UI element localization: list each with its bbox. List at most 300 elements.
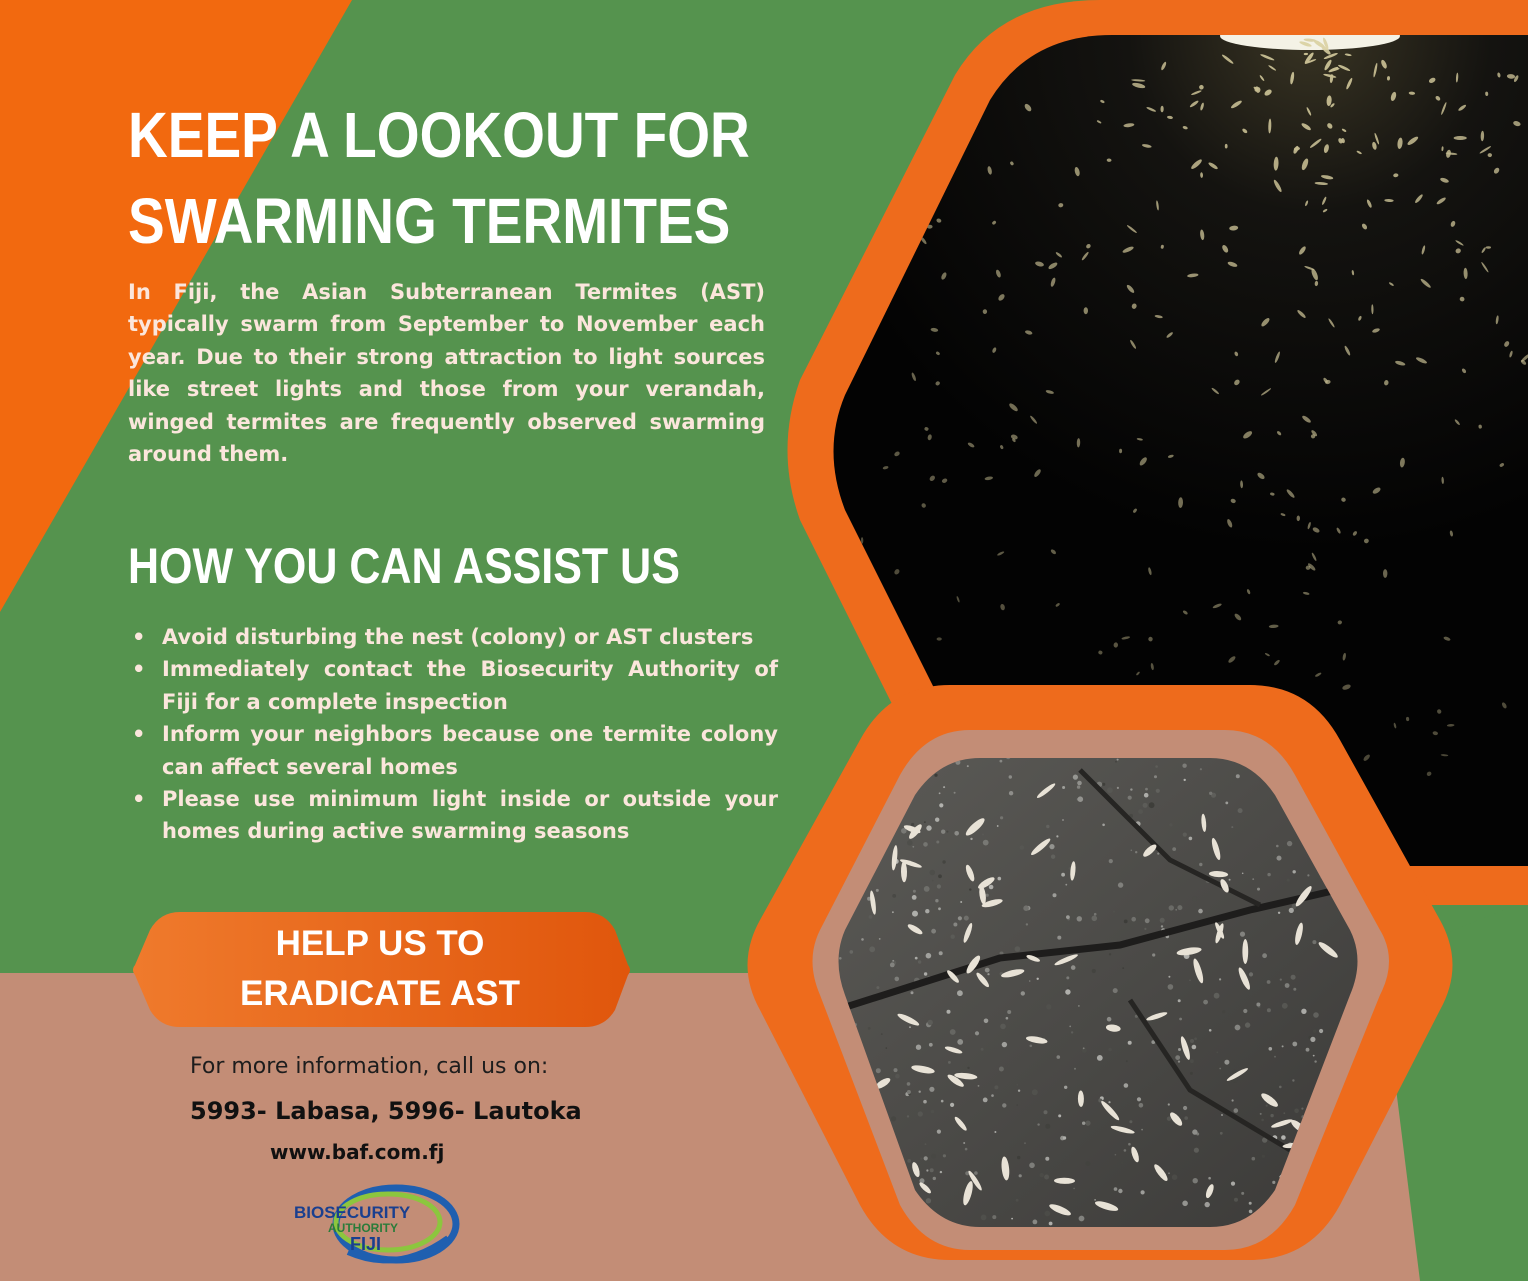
pebble: [1183, 1106, 1187, 1110]
pebble: [1168, 984, 1174, 990]
pebble: [1293, 988, 1296, 991]
pebble: [992, 1215, 996, 1219]
pebble: [925, 909, 929, 913]
pebble: [924, 886, 930, 892]
pebble: [1192, 1045, 1197, 1050]
pebble: [1066, 915, 1070, 919]
pebble: [1231, 826, 1233, 828]
pebble: [1046, 825, 1049, 828]
pebble: [1118, 882, 1123, 887]
pebble: [1065, 884, 1067, 886]
pebble: [1249, 972, 1253, 976]
pebble: [1200, 768, 1202, 770]
pebble: [1128, 796, 1132, 800]
pebble: [1085, 1121, 1090, 1126]
page-title: [128, 92, 750, 264]
pebble: [1131, 850, 1133, 852]
pebble: [1193, 1178, 1198, 1183]
pebble: [1168, 976, 1170, 978]
pebble: [1178, 999, 1181, 1002]
pebble: [937, 884, 941, 888]
pebble: [1291, 975, 1296, 980]
pebble: [886, 1047, 888, 1049]
pebble: [907, 1090, 911, 1094]
pebble: [1124, 1149, 1127, 1152]
pebble: [930, 1168, 934, 1172]
pebble: [1154, 775, 1157, 778]
pebble: [1219, 978, 1221, 980]
pebble: [989, 885, 994, 890]
pebble: [939, 951, 943, 955]
pebble: [1094, 1199, 1096, 1201]
pebble: [1160, 918, 1165, 923]
pebble: [1018, 1090, 1020, 1092]
pebble: [953, 923, 957, 927]
assist-list: [128, 621, 778, 848]
pebble: [1102, 824, 1105, 827]
pebble: [1062, 819, 1064, 821]
pebble: [1138, 809, 1143, 814]
pebble: [947, 1010, 951, 1014]
pebble: [1262, 1155, 1265, 1158]
pebble: [967, 765, 969, 767]
pebble: [1293, 870, 1296, 873]
cta-line-2: ERADICATE AST: [240, 974, 520, 1013]
pebble: [1182, 1201, 1188, 1207]
pebble: [926, 1169, 928, 1171]
pebble: [1294, 1109, 1299, 1114]
assist-heading: HOW YOU CAN ASSIST US: [128, 538, 680, 594]
cta-banner-text: [130, 919, 630, 1019]
pebble: [1249, 1202, 1252, 1205]
pebble: [1310, 1037, 1315, 1042]
pebble: [1282, 1003, 1288, 1009]
pebble: [1044, 1175, 1049, 1180]
pebble: [978, 1085, 980, 1087]
pebble: [954, 792, 956, 794]
pebble: [1313, 1030, 1316, 1033]
pebble: [1249, 1210, 1253, 1214]
pebble: [1277, 856, 1282, 861]
pebble: [1209, 1029, 1212, 1032]
list-item: • Immediately contact the Biosecurity Authority of Fiji for a complete inspection: [128, 653, 778, 718]
pebble: [1254, 940, 1257, 943]
pebble: [1056, 835, 1058, 837]
pebble: [881, 1033, 883, 1035]
pebble: [983, 1098, 988, 1103]
pebble: [1167, 1117, 1171, 1121]
pebble: [1194, 1148, 1199, 1153]
pebble: [948, 1061, 951, 1064]
pebble: [982, 834, 984, 836]
pebble: [1267, 1008, 1271, 1012]
pebble: [1130, 788, 1132, 790]
pebble: [1045, 1157, 1049, 1161]
pebble: [1016, 1104, 1018, 1106]
pebble: [1280, 979, 1282, 981]
pebble: [912, 846, 914, 848]
pebble: [876, 1068, 881, 1073]
pebble: [1169, 905, 1174, 910]
pebble: [935, 818, 939, 822]
pebble: [983, 840, 989, 846]
pebble: [1131, 917, 1136, 922]
pebble: [1312, 940, 1316, 944]
pebble: [934, 774, 937, 777]
pebble: [1061, 873, 1065, 877]
pebble: [1175, 909, 1177, 911]
pebble: [925, 1143, 927, 1145]
pebble: [1074, 1068, 1076, 1070]
title-line-1: KEEP A LOOKOUT FOR: [128, 99, 750, 171]
pebble: [1292, 1079, 1294, 1081]
pebble: [894, 1068, 898, 1072]
pebble: [1214, 993, 1220, 999]
pebble: [960, 901, 962, 903]
pebble: [1190, 1039, 1194, 1043]
pebble: [1289, 908, 1294, 913]
pebble: [1261, 1119, 1264, 1122]
pebble: [1245, 1022, 1250, 1027]
pebble: [1241, 1192, 1244, 1195]
pebble: [1161, 925, 1163, 927]
pebble: [1208, 1177, 1211, 1180]
pebble: [1194, 1037, 1197, 1040]
pebble: [994, 1131, 996, 1133]
pebble: [926, 825, 931, 830]
pebble: [999, 1067, 1004, 1072]
pebble: [869, 946, 875, 952]
pebble: [954, 831, 959, 836]
pebble: [932, 880, 934, 882]
pebble: [1114, 1187, 1118, 1191]
pebble: [1141, 1190, 1145, 1194]
pebble: [1109, 953, 1111, 955]
pebble: [943, 786, 945, 788]
pebble: [1262, 953, 1267, 958]
pebble: [1002, 1042, 1007, 1047]
pebble: [943, 1154, 946, 1157]
pebble: [1319, 1029, 1323, 1033]
pebble: [918, 1111, 923, 1116]
pebble: [911, 823, 914, 826]
pebble: [931, 1110, 935, 1114]
pebble: [1007, 1010, 1011, 1014]
pebble: [1122, 967, 1124, 969]
pebble: [1077, 785, 1080, 788]
pebble: [931, 929, 936, 934]
pebble: [1079, 1216, 1085, 1222]
pebble: [1040, 1173, 1044, 1177]
pebble: [1203, 1000, 1208, 1005]
pebble: [1065, 989, 1070, 994]
pebble: [1107, 787, 1113, 793]
pebble: [1209, 792, 1212, 795]
pebble: [1078, 796, 1084, 802]
pebble: [1178, 1048, 1181, 1051]
pebble: [1283, 1112, 1285, 1114]
pebble: [1306, 1048, 1310, 1052]
pebble: [907, 1115, 909, 1117]
pebble: [1037, 1123, 1039, 1125]
pebble: [1235, 1025, 1241, 1031]
pebble: [1183, 833, 1187, 837]
pebble: [1032, 1089, 1038, 1095]
pebble: [1190, 1059, 1194, 1063]
pebble: [895, 1074, 900, 1079]
pebble: [876, 889, 879, 892]
pebble: [1267, 873, 1270, 876]
pebble: [1129, 1120, 1132, 1123]
pebble: [868, 1027, 871, 1030]
pebble: [1242, 873, 1244, 875]
pebble: [1192, 897, 1197, 902]
pebble: [1009, 791, 1013, 795]
contact-phones: 5993- Labasa, 5996- Lautoka: [190, 1097, 582, 1125]
pebble: [895, 977, 900, 982]
pebble: [1243, 1009, 1247, 1013]
pebble: [935, 899, 938, 902]
contact-label: For more information, call us on:: [190, 1054, 549, 1079]
pebble: [1030, 1045, 1033, 1048]
pebble: [1115, 1154, 1117, 1156]
pebble: [924, 972, 927, 975]
pebble: [912, 895, 917, 900]
pebble: [1092, 916, 1098, 922]
pebble: [1092, 969, 1096, 973]
pebble: [1020, 845, 1025, 850]
pebble: [1278, 912, 1280, 914]
pebble: [926, 953, 932, 959]
pebble: [938, 907, 941, 910]
pebble: [1026, 923, 1028, 925]
pebble: [950, 1029, 956, 1035]
pebble: [1172, 847, 1176, 851]
pebble: [931, 1154, 936, 1159]
pebble: [1240, 932, 1245, 937]
pebble: [1024, 1142, 1026, 1144]
pebble: [1141, 1129, 1143, 1131]
pebble: [1029, 980, 1031, 982]
pebble: [1155, 765, 1158, 768]
pebble: [1135, 851, 1137, 853]
pebble: [1177, 905, 1182, 910]
list-item: • Please use minimum light inside or outside your homes during active swarming seasons: [128, 783, 778, 848]
pebble: [1109, 859, 1113, 863]
pebble: [1000, 760, 1003, 763]
pebble: [1068, 987, 1070, 989]
pebble: [1128, 1041, 1132, 1045]
logo-line-1: BIOSECURITY: [294, 1203, 411, 1222]
pebble: [1189, 837, 1193, 841]
pebble: [1157, 853, 1159, 855]
pebble: [1234, 1108, 1239, 1113]
website-link[interactable]: www.baf.com.fj: [270, 1140, 445, 1164]
pebble: [1113, 911, 1115, 913]
pebble: [950, 1103, 954, 1107]
pebble: [1285, 983, 1290, 988]
pebble: [1282, 1045, 1284, 1047]
pebble: [1139, 1103, 1144, 1108]
pebble: [1144, 928, 1146, 930]
pebble: [1051, 855, 1055, 859]
pebble: [1269, 1047, 1273, 1051]
pebble: [1121, 1161, 1124, 1164]
pebble: [1220, 1132, 1223, 1135]
pebble: [1053, 893, 1057, 897]
list-item: • Avoid disturbing the nest (colony) or AST clusters: [128, 621, 778, 653]
pebble: [1086, 1161, 1091, 1166]
pebble: [920, 1157, 922, 1159]
pebble: [924, 821, 926, 823]
pebble: [929, 1043, 933, 1047]
pebble: [850, 950, 854, 954]
pebble: [912, 911, 918, 917]
pebble: [1124, 920, 1128, 924]
pebble: [1062, 786, 1065, 789]
pebble: [1029, 1163, 1035, 1169]
pebble: [942, 860, 945, 863]
pebble: [1274, 1056, 1276, 1058]
pebble: [1083, 1047, 1085, 1049]
pebble: [1063, 1136, 1066, 1139]
pebble: [1049, 1222, 1053, 1226]
pebble: [839, 957, 842, 960]
pebble: [933, 1177, 936, 1180]
pebble: [1117, 787, 1119, 789]
pebble: [1071, 1031, 1073, 1033]
pebble: [975, 1031, 979, 1035]
title-line-2: SWARMING TERMITES: [128, 185, 731, 257]
pebble: [907, 1082, 911, 1086]
pebble: [1000, 816, 1003, 819]
pebble: [957, 990, 963, 996]
pebble: [1145, 788, 1148, 791]
pebble: [1108, 1101, 1110, 1103]
pebble: [1267, 980, 1271, 984]
pebble: [940, 1171, 942, 1173]
pebble: [1145, 918, 1150, 923]
pebble: [974, 1171, 978, 1175]
pebble: [1252, 1157, 1256, 1161]
pebble: [1224, 1060, 1229, 1065]
pebble: [1002, 1103, 1006, 1107]
flying-termite: [1084, 307, 1088, 314]
pebble: [1287, 841, 1292, 846]
pebble: [1222, 1010, 1225, 1013]
pebble: [1023, 905, 1029, 911]
pebble: [1270, 1114, 1273, 1117]
pebble: [926, 1198, 931, 1203]
pebble: [1107, 1017, 1112, 1022]
pebble: [1314, 1060, 1316, 1062]
pebble: [923, 842, 928, 847]
pebble: [1272, 1181, 1275, 1184]
pebble: [1205, 1202, 1210, 1207]
pebble: [1057, 936, 1061, 940]
pebble: [986, 894, 989, 897]
pebble: [930, 870, 936, 876]
pebble: [980, 808, 985, 813]
pebble: [1287, 879, 1290, 882]
pebble: [1016, 1084, 1018, 1086]
pebble: [928, 1020, 933, 1025]
pebble: [1184, 1116, 1188, 1120]
pebble: [1281, 1135, 1286, 1140]
pebble: [937, 1130, 941, 1134]
pebble: [1143, 803, 1148, 808]
pebble: [916, 1045, 921, 1050]
pebble: [1175, 1055, 1180, 1060]
pebble: [970, 838, 972, 840]
flying-termite: [1383, 569, 1387, 578]
pebble: [915, 957, 918, 960]
pebble: [941, 1100, 944, 1103]
pebble: [1199, 863, 1202, 866]
pebble: [1168, 1172, 1170, 1174]
pebble: [963, 1142, 965, 1144]
pebble: [1229, 879, 1231, 881]
pebble: [919, 1091, 921, 1093]
pebble: [876, 986, 879, 989]
pebble: [1178, 1061, 1180, 1063]
pebble: [924, 1156, 928, 1160]
pebble: [998, 877, 1002, 881]
pebble: [1179, 1018, 1182, 1021]
pebble: [1189, 980, 1191, 982]
pebble: [1108, 1048, 1112, 1052]
pebble: [1016, 1199, 1019, 1202]
pebble: [1073, 1188, 1075, 1190]
pebble: [1077, 781, 1082, 786]
pebble: [941, 830, 945, 834]
pebble: [1015, 946, 1021, 952]
pebble: [1296, 907, 1299, 910]
pebble: [1137, 1097, 1141, 1101]
pebble: [964, 916, 969, 921]
pebble: [958, 916, 962, 920]
pebble: [1045, 1211, 1051, 1217]
pebble: [965, 1148, 968, 1151]
pebble: [994, 1085, 998, 1089]
pebble: [1182, 764, 1186, 768]
pebble: [1279, 1086, 1282, 1089]
pebble: [1198, 909, 1203, 914]
pebble: [1017, 1156, 1020, 1159]
pebble: [1149, 802, 1155, 808]
pebble: [1126, 1060, 1128, 1062]
pebble: [1225, 802, 1228, 805]
pebble: [907, 840, 913, 846]
pebble: [1006, 1017, 1009, 1020]
pebble: [1046, 1004, 1051, 1009]
pebble: [997, 825, 999, 827]
intro-paragraph: In Fiji, the Asian Subterranean Termites (AST) typically swarm from September to November each year. Due to their strong attraction to light sources like street lights and those from your verandah, winged termites are frequently observed swarming around them.: [128, 280, 765, 467]
pebble: [1252, 878, 1254, 880]
ground-termite: [1242, 939, 1248, 964]
pebble: [1066, 976, 1069, 979]
pebble: [1234, 1198, 1238, 1202]
pebble: [936, 841, 939, 844]
pebble: [1009, 775, 1012, 778]
pebble: [1078, 1005, 1080, 1007]
pebble: [1094, 913, 1097, 916]
pebble: [909, 1026, 911, 1028]
pebble: [1011, 1218, 1013, 1220]
pebble: [1266, 1105, 1268, 1107]
pebble: [951, 935, 955, 939]
pebble: [1276, 845, 1279, 848]
